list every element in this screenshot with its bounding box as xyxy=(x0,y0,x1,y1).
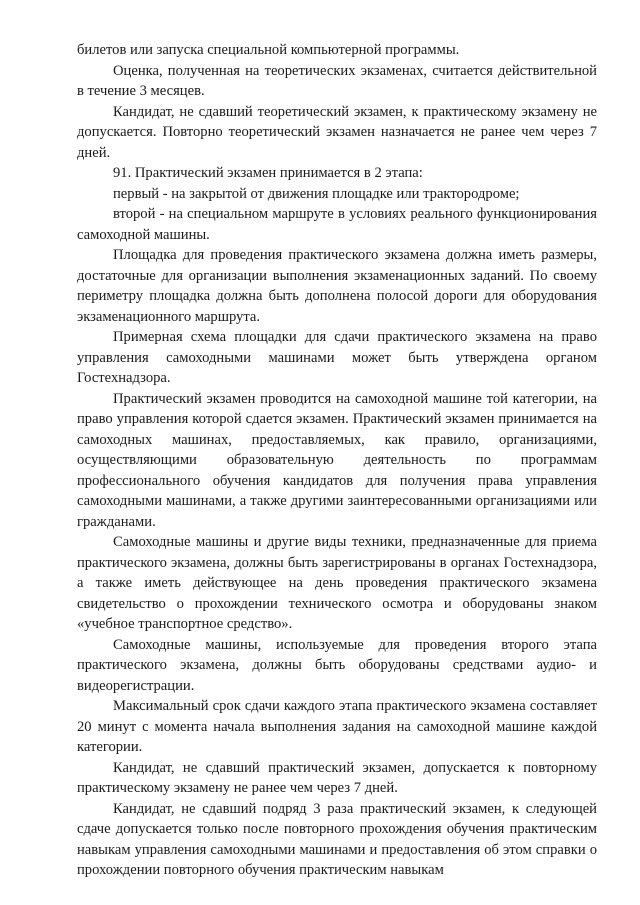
document-body xyxy=(77,40,597,881)
paragraph-third-failure: Кандидат, не сдавший подряд 3 раза практический экзамен, к следующей сдаче допускается только после повторного прохождения обучения практическим навыкам управления самоходными машинами и предоставления об этом справки о прохождении повторного обучения практическим навыкам xyxy=(77,800,597,878)
paragraph-section-91: 91. Практический экзамен принимается в 2 этапа: xyxy=(113,165,423,181)
paragraph-grade-validity: Оценка, полученная на теоретических экзаменах, считается действительной в течение 3 месяцев. xyxy=(77,62,597,99)
paragraph-theory-retake: Кандидат, не сдавший теоретический экзамен, к практическому экзамену не допускается. Повторно теоретический экзамен назначается не ранее чем через 7 дней. xyxy=(77,103,597,161)
paragraph-continuation: билетов или запуска специальной компьютерной программы. xyxy=(77,42,460,58)
paragraph-area-scheme: Примерная схема площадки для сдачи практического экзамена на право управления самоходными машинами может быть утверждена органом Гостехнадзора. xyxy=(77,329,597,386)
paragraph-time-limit: Максимальный срок сдачи каждого этапа практического экзамена составляет 20 минут с момента начала выполнения задания на самоходной машине каждой категории. xyxy=(77,698,597,755)
paragraph-vehicle-registration: Самоходные машины и другие виды техники, предназначенные для приема практического экзамена, должны быть зарегистрированы в органах Гостехнадзора, а также иметь действующее на день проведения практического экзамена свидетельство о прохождении технического осмотра и оборудованы знаком «учебное транспортное средство». xyxy=(77,534,597,632)
paragraph-practical-retake: Кандидат, не сдавший практический экзамен, допускается к повторному практическому экзамену не ранее чем через 7 дней. xyxy=(77,759,597,796)
paragraph-exam-area: Площадка для проведения практического экзамена должна иметь размеры, достаточные для организации выполнения экзаменационных заданий. По своему периметру площадка должна быть дополнена полосой дороги для оборудования экзаменационного маршрута. xyxy=(77,247,597,325)
paragraph-stage-two: второй - на специальном маршруте в условиях реального функционирования самоходной машины. xyxy=(77,206,597,243)
paragraph-recording-equipment: Самоходные машины, используемые для проведения второго этапа практического экзамена, должны быть оборудованы средствами аудио- и видеорегистрации. xyxy=(77,636,597,694)
paragraph-stage-one: первый - на закрытой от движения площадке или трактородроме; xyxy=(113,185,520,202)
paragraph-practical-vehicle: Практический экзамен проводится на самоходной машине той категории, на право управления которой сдается экзамен. Практический экзамен принимается на самоходных машинах, предоставляемых, как правило, организациями, осуществляющими образовательную деятельность по программам профессионального обучения кандидатов для получения права управления самоходными машинами, а также другими заинтересованными организациями или гражданами. xyxy=(77,390,597,530)
